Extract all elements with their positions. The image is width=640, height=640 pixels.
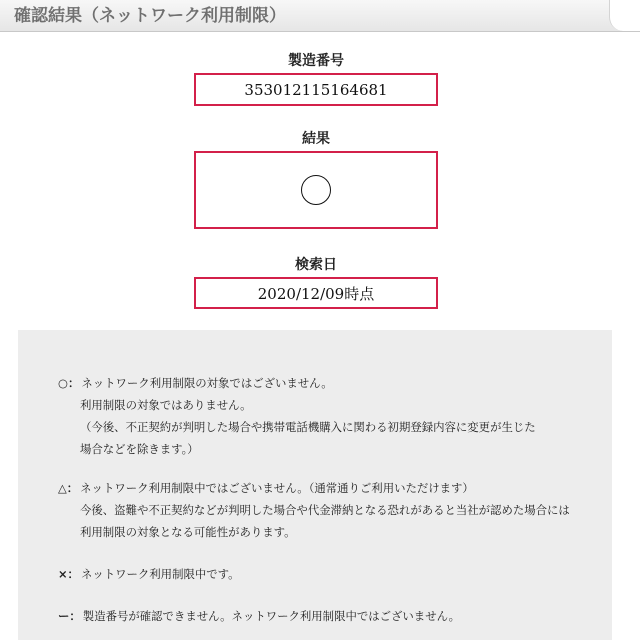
dash-symbol: ー： xyxy=(58,609,81,623)
cross-symbol: ×： xyxy=(58,567,79,581)
page-title: 確認結果（ネットワーク利用制限） xyxy=(14,6,286,26)
serial-box xyxy=(194,73,438,106)
legend-item-dash xyxy=(58,605,460,627)
search-date-box xyxy=(194,277,438,309)
legend-text: ネットワーク利用制限の対象ではございません。 xyxy=(81,376,333,390)
legend-text: ネットワーク利用制限中です。 xyxy=(80,567,240,581)
legend-line xyxy=(58,477,570,499)
legend-panel xyxy=(18,330,612,640)
legend-line: 利用制限の対象となる可能性があります。 xyxy=(80,525,296,539)
legend-line xyxy=(58,563,240,585)
search-date-value: 2020/12/09時点 xyxy=(257,284,375,303)
legend-line xyxy=(58,605,460,627)
result-box xyxy=(194,151,438,229)
result-label: 結果 xyxy=(302,131,330,147)
legend-item-circle xyxy=(58,372,536,460)
legend-line: 今後、盗難や不正契約などが判明した場合や代金滞納となる恐れがあると当社が認めた場合には xyxy=(80,503,570,517)
legend-text: 製造番号が確認できません。ネットワーク利用制限中ではございません。 xyxy=(82,609,461,623)
legend-item-triangle xyxy=(58,477,570,543)
serial-label: 製造番号 xyxy=(288,53,344,69)
legend-item-cross xyxy=(58,563,240,585)
legend-line: （今後、不正契約が判明した場合や携帯電話機購入に関わる初期登録内容に変更が生じた xyxy=(80,420,536,434)
legend-line: 場合などを除きます。） xyxy=(80,442,199,456)
header-bar xyxy=(0,0,640,32)
circle-symbol: ○： xyxy=(58,376,80,390)
triangle-symbol: △： xyxy=(58,481,79,495)
legend-text: ネットワーク利用制限中ではございません。（通常通りご利用いただけます） xyxy=(80,481,474,495)
serial-value: 353012115164681 xyxy=(244,80,388,99)
legend-line: 利用制限の対象ではありません。 xyxy=(80,398,252,412)
circle-mark-icon xyxy=(301,175,331,205)
legend-line xyxy=(58,372,536,394)
search-date-label: 検索日 xyxy=(295,257,337,273)
header-corner-tab xyxy=(609,0,640,31)
